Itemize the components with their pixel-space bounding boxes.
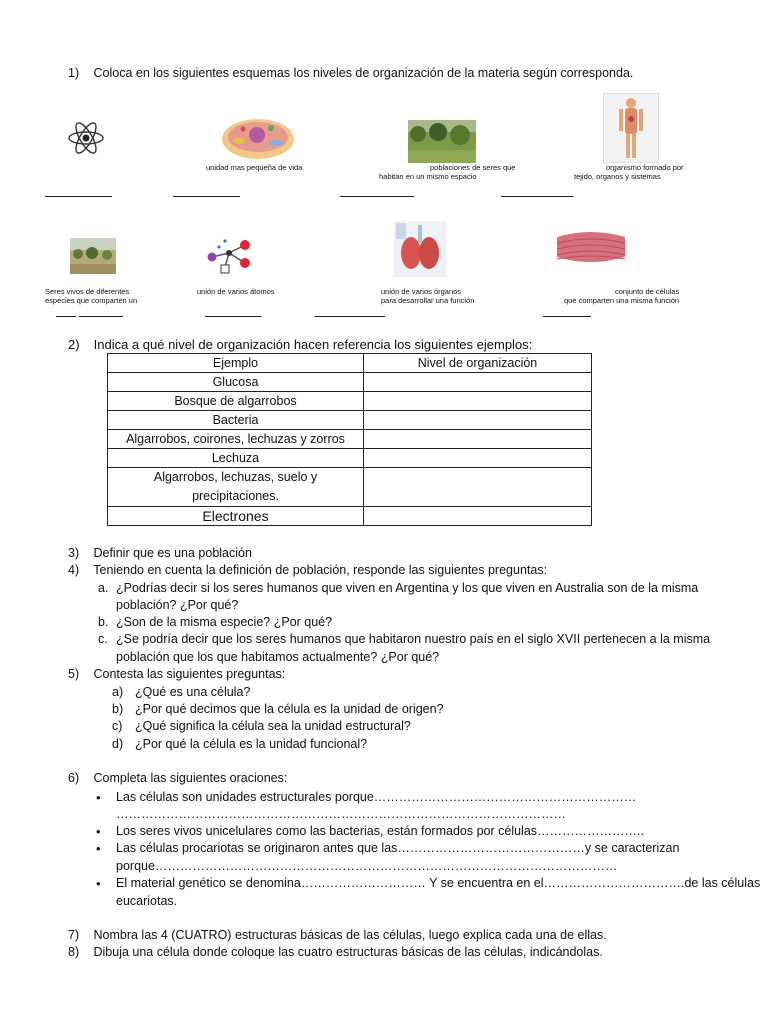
q5-d-label: d) <box>112 737 124 751</box>
table-row <box>108 449 592 468</box>
q5-c-label: c) <box>112 719 123 733</box>
q6-sentence-4-cont: eucariotas. <box>116 894 178 908</box>
q5-d-text: ¿Por qué la célula es la unidad funcional? <box>135 737 368 751</box>
answer-cell[interactable] <box>364 373 592 392</box>
q7-text: Nombra las 4 (CUATRO) estructuras básicas de las células, luego explica cada una de ellas. <box>93 928 607 942</box>
q5-b-text: ¿Por qué decimos que la célula es la unidad de origen? <box>135 702 444 716</box>
caption-organism-1: organismo formado por <box>606 163 684 172</box>
molecule-image <box>203 233 255 275</box>
q5-a-label: a) <box>112 685 124 699</box>
answer-cell[interactable] <box>364 430 592 449</box>
q3-number: 3) <box>68 546 80 560</box>
answer-blank-population[interactable] <box>340 196 414 197</box>
q1 <box>68 66 633 80</box>
caption-system-1: unión de varios órganos <box>381 287 462 296</box>
q5 <box>68 667 285 681</box>
example-line-1: Algarrobos, lechuzas, suelo y <box>153 470 318 484</box>
answer-blank-tissue[interactable] <box>543 316 591 317</box>
q4-a-label: a. <box>98 581 109 595</box>
caption-organism-2: tejido, organos y sistemas <box>574 172 661 181</box>
q8 <box>68 945 603 959</box>
q6-text: Completa las siguientes oraciones: <box>93 771 288 785</box>
answer-blank-system[interactable] <box>315 316 385 317</box>
caption-community-2: especies que comparten un <box>45 296 138 305</box>
q6 <box>68 771 287 785</box>
table-row <box>108 430 592 449</box>
q5-number: 5) <box>68 667 80 681</box>
caption-populations-1: poblaciones de seres que <box>430 163 516 172</box>
q5-a-text: ¿Qué es una célula? <box>135 685 251 699</box>
example-cell: Lechuza <box>108 449 364 468</box>
q4-c-line-2: población que los que habitamos actualmente? ¿Por qué? <box>116 650 440 664</box>
example-cell: Algarrobos, coirones, lechuzas y zorros <box>108 430 364 449</box>
q4-b-text: ¿Son de la misma especie? ¿Por qué? <box>116 615 333 629</box>
q5-c-text: ¿Qué significa la célula sea la unidad estructural? <box>135 719 411 733</box>
table-row <box>108 392 592 411</box>
examples-table <box>107 353 592 526</box>
answer-cell[interactable] <box>364 411 592 430</box>
q6-sentence-1-cont: ……………………………………………………………………………………………… <box>116 807 566 821</box>
example-cell: Bosque de algarrobos <box>108 392 364 411</box>
table-row <box>108 468 592 507</box>
table-row <box>108 373 592 392</box>
q4-text: Teniendo en cuenta la definición de población, responde las siguientes preguntas: <box>93 563 548 577</box>
q4 <box>68 563 547 577</box>
q2-text: Indica a qué nivel de organización hacen referencia los siguientes ejemplos: <box>93 337 533 352</box>
human-organism-image <box>603 93 659 163</box>
q7-number: 7) <box>68 928 80 942</box>
organ-system-image <box>394 221 446 277</box>
q2 <box>68 337 532 352</box>
caption-tissue-1: conjunto de células <box>615 287 680 296</box>
example-line-2: precipitaciones. <box>192 489 279 503</box>
q4-a-line-2: población? ¿Por qué? <box>116 598 239 612</box>
example-cell: Bacteria <box>108 411 364 430</box>
table-row <box>108 507 592 526</box>
caption-cell: unidad mas pequeña de vida <box>206 163 303 172</box>
q1-number: 1) <box>68 66 80 80</box>
q2-number: 2) <box>68 337 80 352</box>
q8-text: Dibuja una célula donde coloque las cuatro estructuras básicas de las células, indicándolas. <box>93 945 603 959</box>
caption-community-1: Seres vivos de diferentes <box>45 287 130 296</box>
community-image <box>70 238 116 274</box>
q5-b-label: b) <box>112 702 124 716</box>
example-cell <box>108 468 364 507</box>
q6-sentence-3: • Las células procariotas se originaron antes que las………………………………………y se caracterizan <box>116 841 679 855</box>
q5-text: Contesta las siguientes preguntas: <box>93 667 286 681</box>
atom-image <box>66 117 106 159</box>
q6-sentence-3-cont: porque………………………………………………………………………………………………… <box>116 859 618 873</box>
answer-cell[interactable] <box>364 449 592 468</box>
cell-image <box>221 113 296 161</box>
table-header-row <box>108 354 592 373</box>
answer-blank-atom[interactable] <box>45 196 112 197</box>
answer-blank-community-a[interactable] <box>56 316 76 317</box>
q1-text: Coloca en los siguientes esquemas los niveles de organización de la materia según corresponda. <box>93 66 634 80</box>
q3-text: Definir que es una población <box>93 546 252 560</box>
q7 <box>68 928 607 942</box>
answer-blank-organism[interactable] <box>501 196 573 197</box>
answer-cell[interactable] <box>364 507 592 526</box>
population-image <box>408 120 476 163</box>
caption-molecule: unión de varios átomos <box>197 287 275 296</box>
q4-number: 4) <box>68 563 80 577</box>
header-nivel: Nivel de organización <box>364 354 592 373</box>
answer-cell[interactable] <box>364 392 592 411</box>
answer-blank-cell[interactable] <box>173 196 240 197</box>
q6-sentence-1: • Las células son unidades estructurales porque……………………………………………………… <box>116 790 636 804</box>
tissue-image <box>553 229 629 265</box>
q4-a-line-1: ¿Podrías decir si los seres humanos que viven en Argentina y los que viven en Australia son de la misma <box>116 581 699 595</box>
q4-c-line-1: ¿Se podría decir que los seres humanos que habitaron nuestro país en el siglo XVII pertenecen a la misma <box>116 632 711 646</box>
example-cell: Glucosa <box>108 373 364 392</box>
example-cell: Electrones <box>108 507 364 526</box>
table-row <box>108 411 592 430</box>
q6-number: 6) <box>68 771 80 785</box>
answer-blank-molecule[interactable] <box>205 316 261 317</box>
caption-system-2: para desarrollar una función <box>381 296 475 305</box>
q4-c-label: c. <box>98 632 108 646</box>
caption-populations-2: habitan en un mismo espacio <box>379 172 477 181</box>
answer-blank-community-b[interactable] <box>79 316 123 317</box>
q6-sentence-4: • El material genético se denomina………………………… Y se encuentra en el…………………………….de las células <box>116 876 760 890</box>
q6-sentence-2: • Los seres vivos unicelulares como las bacterias, están formados por células…………………….. <box>116 824 644 838</box>
header-ejemplo: Ejemplo <box>108 354 364 373</box>
q3 <box>68 546 252 560</box>
answer-cell[interactable] <box>364 468 592 507</box>
q4-b-label: b. <box>98 615 109 629</box>
q8-number: 8) <box>68 945 80 959</box>
caption-tissue-2: que comparten una misma función <box>564 296 680 305</box>
